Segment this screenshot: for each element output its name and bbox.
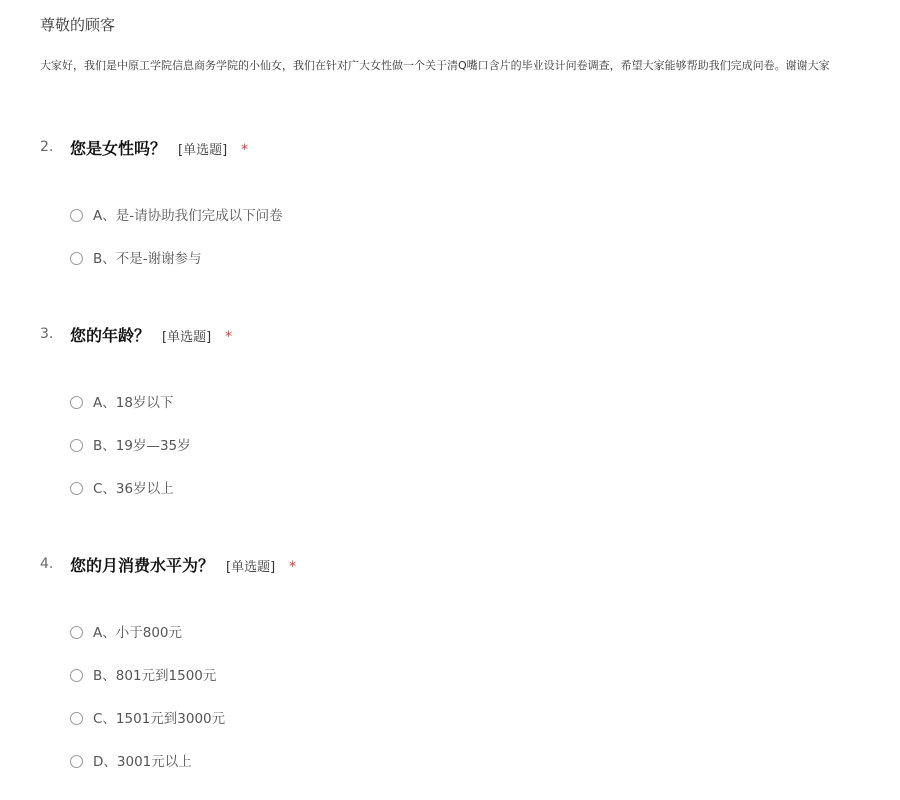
option-label[interactable]: D、3001元以上: [93, 754, 192, 770]
option-label[interactable]: A、18岁以下: [93, 395, 174, 411]
option-label[interactable]: B、801元到1500元: [93, 668, 217, 684]
question-title-wrap: [70, 323, 232, 346]
question-4: [0, 553, 900, 577]
question-2: [0, 136, 900, 160]
option-label[interactable]: A、是-请协助我们完成以下问卷: [93, 208, 283, 224]
question-title: 您的月消费水平为？: [70, 556, 215, 575]
question-header: [0, 553, 900, 577]
question-header: [0, 323, 900, 347]
radio-circle-icon[interactable]: [70, 209, 83, 222]
required-mark: *: [241, 142, 249, 158]
radio-circle-icon[interactable]: [70, 396, 83, 409]
question-title: 您是女性吗？: [70, 139, 167, 158]
question-title-wrap: [70, 553, 296, 576]
radio-circle-icon[interactable]: [70, 439, 83, 452]
option-label[interactable]: A、小于800元: [93, 625, 183, 641]
radio-circle-icon[interactable]: [70, 755, 83, 768]
question-number: 2.: [40, 139, 54, 155]
radio-circle-icon[interactable]: [70, 712, 83, 725]
option-label[interactable]: C、36岁以上: [93, 481, 174, 497]
question-type: [单选题]: [162, 330, 212, 345]
radio-circle-icon[interactable]: [70, 252, 83, 265]
question-number: 4.: [40, 556, 54, 572]
intro-text: 大家好，我们是中原工学院信息商务学院的小仙女，我们在针对广大女性做一个关于清Q嘴口含片的毕业设计问卷调查，希望大家能够帮助我们完成问卷。谢谢大家: [40, 59, 830, 72]
question-title-wrap: [70, 136, 248, 159]
question-3: [0, 323, 900, 347]
required-mark: *: [225, 329, 233, 345]
greeting-heading: 尊敬的顾客: [40, 16, 116, 34]
radio-circle-icon[interactable]: [70, 626, 83, 639]
required-mark: *: [289, 559, 297, 575]
question-type: [单选题]: [178, 143, 228, 158]
question-header: [0, 136, 900, 160]
question-type: [单选题]: [226, 560, 276, 575]
question-title: 您的年龄？: [70, 326, 151, 345]
radio-circle-icon[interactable]: [70, 669, 83, 682]
option-label[interactable]: B、不是-谢谢参与: [93, 251, 202, 267]
question-number: 3.: [40, 326, 54, 342]
radio-circle-icon[interactable]: [70, 482, 83, 495]
option-label[interactable]: B、19岁—35岁: [93, 438, 191, 454]
option-label[interactable]: C、1501元到3000元: [93, 711, 226, 727]
